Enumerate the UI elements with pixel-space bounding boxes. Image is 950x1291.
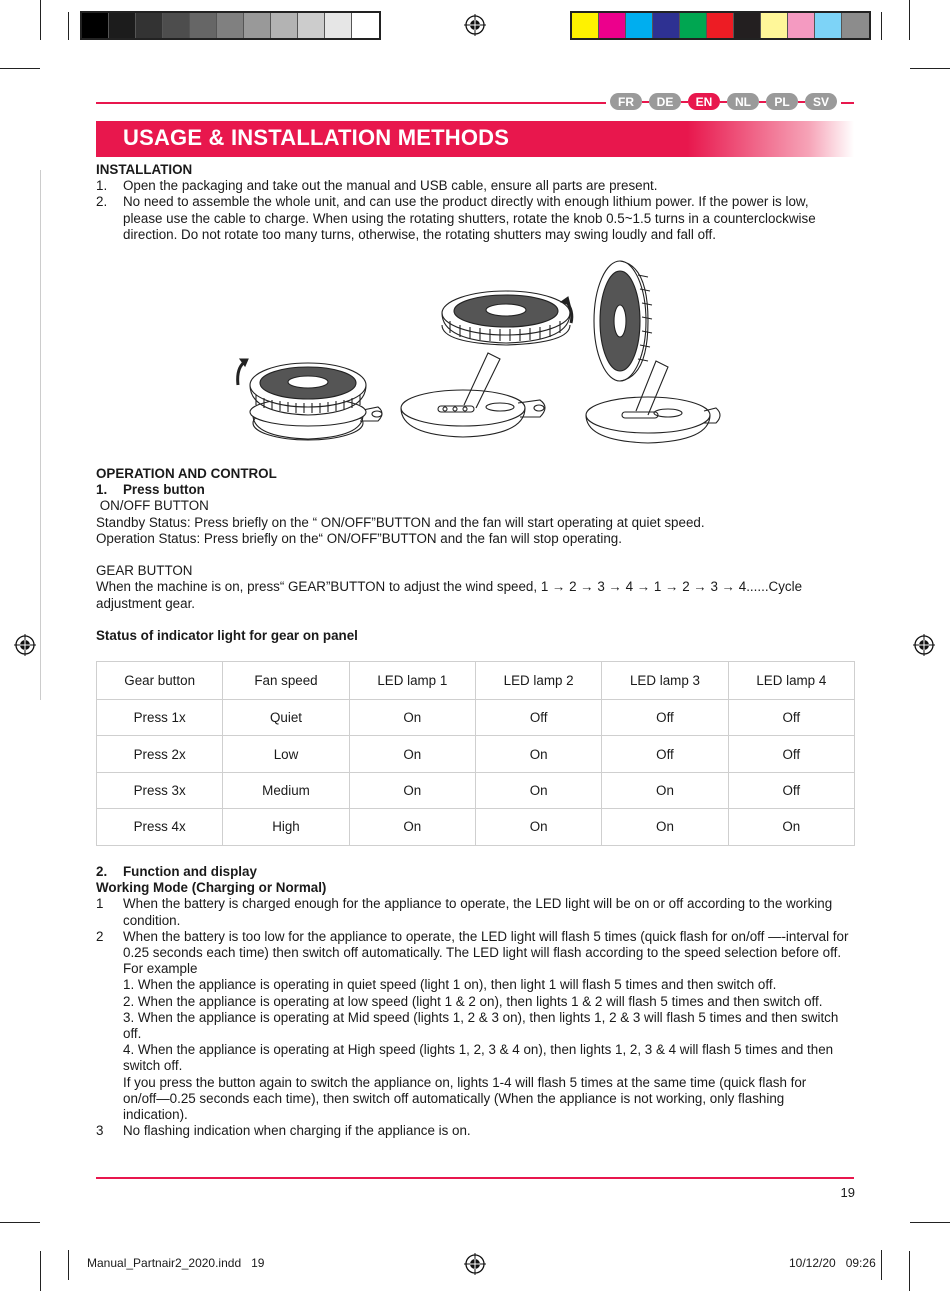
crop-mark — [0, 1222, 40, 1223]
standby-status-text: Standby Status: Press briefly on the “ ON/OFF”BUTTON and the fan will start operating at quiet speed. — [96, 514, 705, 530]
crop-mark — [0, 68, 40, 69]
table-cell: Off — [602, 736, 728, 772]
installation-section — [96, 162, 856, 243]
color-swatch — [842, 13, 869, 38]
crop-mark — [910, 68, 950, 69]
language-pill-fr[interactable]: FR — [610, 93, 642, 110]
table-row — [97, 772, 855, 808]
crop-mark — [909, 0, 910, 40]
table-cell: Quiet — [223, 700, 349, 736]
color-swatch — [815, 13, 842, 38]
table-cell: On — [475, 736, 601, 772]
list-text: 2. When the appliance is operating at low speed (light 1 & 2 on), then lights 1 & 2 will flash 5 times and then switch off. — [123, 993, 823, 1009]
color-swatch — [680, 13, 707, 38]
crop-mark — [68, 12, 69, 40]
registration-mark-icon — [14, 634, 36, 656]
registration-mark-icon — [464, 1253, 486, 1275]
registration-mark-icon — [464, 14, 486, 36]
operation-status-text: Operation Status: Press briefly on the“ ON/OFF”BUTTON and the fan will stop operating. — [96, 530, 622, 546]
table-cell: Press 4x — [97, 809, 223, 845]
fan-upright-icon — [586, 261, 720, 443]
list-text: Open the packaging and take out the manual and USB cable, ensure all parts are present. — [123, 178, 658, 194]
language-pill-nl[interactable]: NL — [727, 93, 759, 110]
registration-mark-icon — [913, 634, 935, 656]
list-number: 3 — [96, 1123, 104, 1139]
color-swatch — [707, 13, 734, 38]
list-item — [96, 1123, 858, 1139]
list-item — [96, 929, 858, 1123]
table-cell: On — [349, 809, 475, 845]
table-row — [97, 700, 855, 736]
fan-folded-icon — [238, 359, 382, 440]
language-pill-pl[interactable]: PL — [766, 93, 798, 110]
table-cell: Press 2x — [97, 736, 223, 772]
table-cell: Off — [728, 700, 854, 736]
list-text: 4. When the appliance is operating at High speed (lights 1, 2, 3 & 4 on), then lights 1, 2, 3 & 4 will flash 5 times and then switch off. — [123, 1042, 834, 1074]
crop-mark — [910, 1222, 950, 1223]
list-item — [96, 178, 856, 194]
function-section — [96, 864, 858, 1139]
table-header-cell: LED lamp 2 — [475, 662, 601, 700]
section-title: Press button — [123, 482, 205, 498]
table-cell: Off — [728, 736, 854, 772]
operation-section — [96, 466, 856, 644]
table-cell: Press 1x — [97, 700, 223, 736]
gear-button-label: GEAR BUTTON — [96, 563, 193, 579]
table-header-cell: LED lamp 3 — [602, 662, 728, 700]
table-cell: On — [602, 772, 728, 808]
language-selector — [606, 93, 841, 110]
slug-filename: Manual_Partnair2_2020.indd 19 — [87, 1256, 265, 1270]
list-number: 1. — [96, 178, 108, 194]
language-separator — [642, 101, 649, 103]
color-swatch — [572, 13, 599, 38]
crop-mark — [68, 1250, 69, 1280]
gray-swatch — [325, 13, 352, 38]
color-swatch — [653, 13, 680, 38]
table-cell: On — [728, 809, 854, 845]
list-text: If you press the button again to switch the appliance on, lights 1-4 will flash 5 times at the same time (quick flash for on/off—0.25 seconds each time), then switch off automatically (When the appliance is not working, only flashing indication). — [123, 1074, 807, 1123]
language-separator — [681, 101, 688, 103]
slug-timestamp: 10/12/20 09:26 — [789, 1256, 876, 1270]
gray-swatch — [217, 13, 244, 38]
list-text: When the battery is too low for the appliance to operate, the LED light will flash 5 times (quick flash for on/off —-interval for 0.25 seconds each time) then switch off automatically. The LED light will flash according to the speed selection before off. For example — [123, 928, 849, 977]
language-separator — [759, 101, 766, 103]
list-item — [96, 194, 856, 243]
table-cell: On — [602, 809, 728, 845]
page-title: USAGE & INSTALLATION METHODS — [123, 125, 510, 150]
table-cell: On — [349, 700, 475, 736]
color-swatch — [788, 13, 815, 38]
gray-swatch — [352, 13, 379, 38]
color-swatch — [599, 13, 626, 38]
list-text: When the battery is charged enough for the appliance to operate, the LED light will be on or off according to the working condition. — [123, 896, 833, 928]
operation-heading: OPERATION AND CONTROL — [96, 466, 277, 481]
list-number: 1 — [96, 896, 104, 912]
table-cell: On — [349, 736, 475, 772]
list-text: No need to assemble the whole unit, and can use the product directly with enough lithium power. If the power is low, please use the cable to charge. When using the rotating shutters, rotate the knob 0.5~1.5 turns in a counterclockwise direction. Do not rotate too many turns, otherwise, the rotating shutters may swing loudly and fall off. — [123, 194, 816, 242]
table-header-cell: Fan speed — [223, 662, 349, 700]
gear-button-text: When the machine is on, press“ GEAR”BUTTON to adjust the wind speed, 1 → 2 → 3 → 4 → 1 → 2 → 3 → 4......Cycle adjustment gear. — [96, 579, 803, 611]
table-cell: Press 3x — [97, 772, 223, 808]
onoff-button-label: ON/OFF BUTTON — [96, 498, 209, 514]
fan-folding-illustration — [228, 255, 722, 445]
list-text: 3. When the appliance is operating at Mid speed (lights 1, 2 & 3 on), then lights 1, 2 & 3 will flash 5 times and then switch off. — [123, 1009, 839, 1042]
list-number: 2. — [96, 194, 108, 210]
color-swatch — [626, 13, 653, 38]
table-cell: Off — [728, 772, 854, 808]
press-button-heading — [96, 482, 856, 498]
table-cell: Medium — [223, 772, 349, 808]
gray-swatch — [271, 13, 298, 38]
list-text: 1. When the appliance is operating in quiet speed (light 1 on), then light 1 will flash 5 times and then switch off. — [123, 977, 777, 993]
table-row — [97, 736, 855, 772]
crop-mark — [40, 1251, 41, 1291]
section-title: Function and display — [123, 864, 257, 879]
installation-heading: INSTALLATION — [96, 162, 193, 177]
language-pill-en[interactable]: EN — [688, 93, 720, 110]
color-swatch-bar — [570, 11, 871, 40]
function-heading — [96, 864, 858, 880]
language-pill-sv[interactable]: SV — [805, 93, 837, 110]
list-text: No flashing indication when charging if the appliance is on. — [123, 1123, 471, 1139]
section-number: 2. — [96, 864, 108, 879]
color-swatch — [734, 13, 761, 38]
crop-mark — [881, 1250, 882, 1280]
gray-swatch — [82, 13, 109, 38]
gray-swatch — [163, 13, 190, 38]
table-header-row — [97, 662, 855, 700]
table-cell: On — [349, 772, 475, 808]
fan-raised-icon — [401, 291, 572, 437]
page-number: 19 — [840, 1185, 855, 1200]
table-cell: Low — [223, 736, 349, 772]
table-cell: On — [475, 772, 601, 808]
list-number: 2 — [96, 928, 104, 944]
color-swatch — [761, 13, 788, 38]
footer-rule — [96, 1177, 854, 1179]
table-header-cell: LED lamp 4 — [728, 662, 854, 700]
table-header-cell: LED lamp 1 — [349, 662, 475, 700]
gray-swatch — [109, 13, 136, 38]
crop-mark — [40, 0, 41, 40]
gray-swatch — [136, 13, 163, 38]
crop-mark — [40, 170, 41, 700]
table-cell: On — [475, 809, 601, 845]
indicator-status-heading: Status of indicator light for gear on panel — [96, 628, 358, 643]
table-cell: High — [223, 809, 349, 845]
table-row — [97, 809, 855, 845]
table-cell: Off — [602, 700, 728, 736]
section-number: 1. — [96, 482, 108, 498]
table-header-cell: Gear button — [97, 662, 223, 700]
table-cell: Off — [475, 700, 601, 736]
gray-swatch-bar — [80, 11, 381, 40]
list-item — [96, 896, 858, 928]
language-pill-de[interactable]: DE — [649, 93, 681, 110]
working-mode-heading: Working Mode (Charging or Normal) — [96, 880, 327, 896]
gear-status-table — [96, 661, 855, 846]
gray-swatch — [298, 13, 325, 38]
gray-swatch — [244, 13, 271, 38]
language-separator — [720, 101, 727, 103]
gray-swatch — [190, 13, 217, 38]
crop-mark — [909, 1251, 910, 1291]
section-banner — [96, 121, 854, 157]
crop-mark — [881, 12, 882, 40]
language-separator — [798, 101, 805, 103]
